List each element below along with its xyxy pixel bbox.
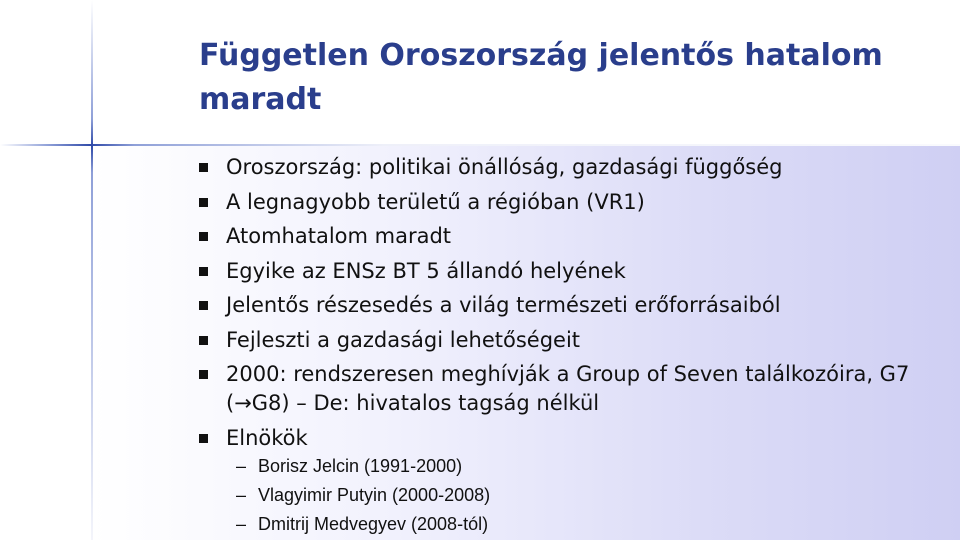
sub-bullet-item <box>236 481 490 510</box>
sub-bullet-text: Dmitrij Medvegyev (2008-tól) <box>258 514 489 534</box>
dash-marker: – <box>236 456 247 476</box>
square-bullet-icon <box>199 370 208 379</box>
bullet-text: 2000: rendszeresen meghívják a Group of Seven találkozóira, G7 (→G8) – De: hivatalos tagság nélkül <box>226 362 910 415</box>
sub-bullet-list <box>236 452 490 539</box>
square-bullet-icon <box>199 434 208 443</box>
bullet-text: Oroszország: politikai önállóság, gazdasági függőség <box>226 155 783 179</box>
square-bullet-icon <box>199 198 208 207</box>
dash-marker: – <box>236 514 247 534</box>
dash-marker: – <box>236 485 247 505</box>
bullet-item <box>199 421 939 456</box>
square-bullet-icon <box>199 163 208 172</box>
bullet-text: Jelentős részesedés a világ természeti erőforrásaiból <box>226 293 781 317</box>
sub-bullet-item <box>236 510 490 539</box>
horizontal-accent-line <box>0 144 960 146</box>
square-bullet-icon <box>199 232 208 241</box>
sub-bullet-item <box>236 452 490 481</box>
bullet-item <box>199 357 939 421</box>
bullet-text: Atomhatalom maradt <box>226 224 452 248</box>
bullet-item <box>199 219 939 254</box>
bullet-item <box>199 254 939 289</box>
bullet-text: Elnökök <box>226 426 308 450</box>
bullet-item <box>199 185 939 220</box>
bullet-text: Fejleszti a gazdasági lehetőségeit <box>226 327 581 352</box>
bullet-list <box>199 150 939 456</box>
bullet-text: Egyike az ENSz BT 5 állandó helyének <box>226 258 626 283</box>
sub-bullet-text: Borisz Jelcin (1991-2000) <box>258 456 463 476</box>
bullet-item <box>199 150 939 185</box>
bullet-item <box>199 288 939 323</box>
square-bullet-icon <box>199 336 208 345</box>
square-bullet-icon <box>199 267 208 276</box>
slide-title: Független Oroszország jelentős hatalom maradt <box>199 38 883 117</box>
square-bullet-icon <box>199 301 208 310</box>
sub-bullet-text: Vlagyimir Putyin (2000-2008) <box>258 485 491 505</box>
bullet-text: A legnagyobb területű a régióban (VR1) <box>226 189 645 214</box>
bullet-item <box>199 323 939 358</box>
vertical-accent-line <box>91 0 93 540</box>
